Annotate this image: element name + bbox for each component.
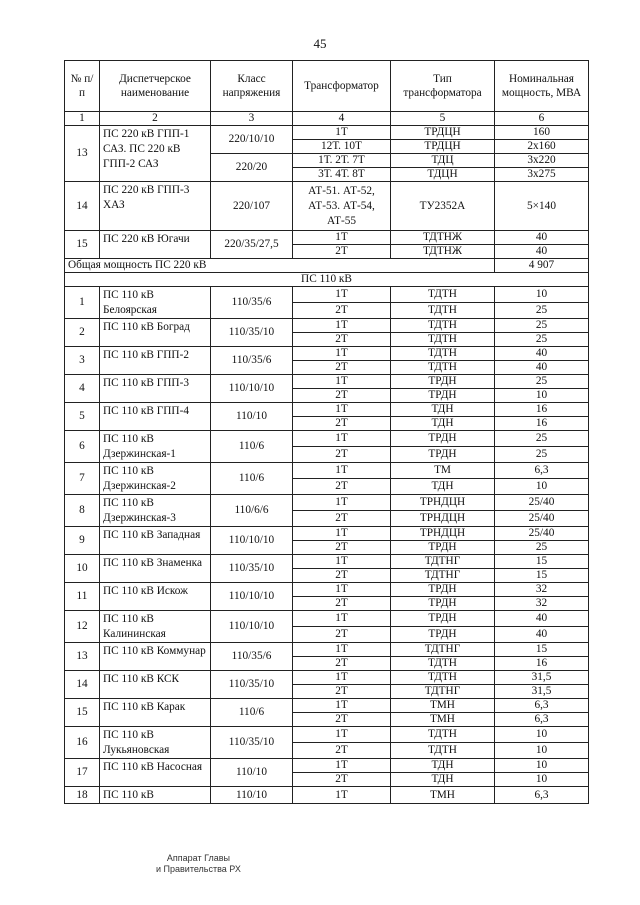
rated-power: 15	[495, 555, 589, 569]
table-row	[65, 555, 589, 569]
rated-power: 40	[495, 347, 589, 361]
voltage-class: 220/35/27,5	[211, 231, 293, 259]
transformer-id: 2Т	[293, 303, 391, 319]
voltage-class: 110/35/6	[211, 287, 293, 319]
row-number: 14	[65, 182, 100, 231]
transformer-type: ТДТН	[391, 727, 495, 743]
substation-name: ПС 110 кВ Искож	[100, 583, 211, 611]
column-number: 3	[211, 112, 293, 126]
transformer-type: ТРДН	[391, 583, 495, 597]
transformer-type: ТДТН	[391, 303, 495, 319]
rated-power: 10	[495, 287, 589, 303]
row-number: 14	[65, 671, 100, 699]
rated-power: 6,3	[495, 787, 589, 804]
rated-power: 10	[495, 759, 589, 773]
substation-name: ПС 110 кВ Западная	[100, 527, 211, 555]
rated-power: 6,3	[495, 699, 589, 713]
header-transformer: Трансформатор	[293, 61, 391, 112]
header-voltage-class: Класс напряжения	[211, 61, 293, 112]
voltage-class: 110/35/10	[211, 727, 293, 759]
transformer-id: 1Т	[293, 347, 391, 361]
row-number: 1	[65, 287, 100, 319]
transformer-id: 1Т	[293, 527, 391, 541]
row-number: 12	[65, 611, 100, 643]
transformer-id: 1Т	[293, 759, 391, 773]
rated-power: 10	[495, 773, 589, 787]
column-number: 4	[293, 112, 391, 126]
transformer-id: 1Т. 2Т. 7Т	[293, 154, 391, 168]
rated-power: 10	[495, 389, 589, 403]
total-label: Общая мощность ПС 220 кВ	[65, 259, 495, 273]
rated-power: 31,5	[495, 671, 589, 685]
table-row	[65, 699, 589, 713]
row-number: 6	[65, 431, 100, 463]
rated-power: 40	[495, 361, 589, 375]
transformer-type: ТДТНЖ	[391, 245, 495, 259]
transformer-id: 1Т	[293, 375, 391, 389]
rated-power: 6,3	[495, 463, 589, 479]
table-row	[65, 347, 589, 361]
transformer-id: 2Т	[293, 541, 391, 555]
footer-line: и Правительства РХ	[156, 864, 241, 874]
rated-power: 25	[495, 431, 589, 447]
transformer-type: ТРНДЦН	[391, 495, 495, 511]
transformer-type: ТДН	[391, 479, 495, 495]
transformer-type: ТДТНГ	[391, 685, 495, 699]
transformer-type: ТДН	[391, 417, 495, 431]
transformer-id: 1Т	[293, 287, 391, 303]
transformer-id: 1Т	[293, 671, 391, 685]
voltage-class: 110/35/10	[211, 319, 293, 347]
row-number: 11	[65, 583, 100, 611]
transformer-id: 2Т	[293, 627, 391, 643]
total-row	[65, 259, 589, 273]
voltage-class: 110/10	[211, 759, 293, 787]
column-number: 2	[100, 112, 211, 126]
transformer-type: ТДТН	[391, 287, 495, 303]
rated-power: 10	[495, 743, 589, 759]
transformer-id: 1Т	[293, 643, 391, 657]
transformer-id: 1Т	[293, 495, 391, 511]
transformer-id: 2Т	[293, 389, 391, 403]
rated-power: 160	[495, 126, 589, 140]
transformer-type: ТРДН	[391, 447, 495, 463]
rated-power: 25	[495, 375, 589, 389]
row-number: 8	[65, 495, 100, 527]
voltage-class: 110/6	[211, 699, 293, 727]
table-row	[65, 375, 589, 389]
table-row	[65, 319, 589, 333]
header-dispatch-name: Диспетчерское наименование	[100, 61, 211, 112]
substation-name: ПС 110 кВ	[100, 787, 211, 804]
voltage-class: 110/10/10	[211, 527, 293, 555]
transformer-type: ТДТН	[391, 333, 495, 347]
transformer-id: 2Т	[293, 361, 391, 375]
transformer-type: ТРДН	[391, 431, 495, 447]
transformer-id: 3Т. 4Т. 8Т	[293, 168, 391, 182]
substation-name: ПС 110 кВ Знаменка	[100, 555, 211, 583]
rated-power: 25	[495, 333, 589, 347]
transformer-type: ТДТН	[391, 361, 495, 375]
transformer-type: ТРНДЦН	[391, 527, 495, 541]
transformer-type: ТДЦ	[391, 154, 495, 168]
transformer-type: ТУ2352А	[391, 182, 495, 231]
transformer-type: ТМН	[391, 699, 495, 713]
transformer-type: ТДТН	[391, 743, 495, 759]
transformer-id: 2Т	[293, 511, 391, 527]
transformer-id: 2Т	[293, 685, 391, 699]
transformer-id: 1Т	[293, 787, 391, 804]
substation-name: ПС 110 кВ КСК	[100, 671, 211, 699]
transformer-type: ТДТН	[391, 319, 495, 333]
transformer-type: ТМ	[391, 463, 495, 479]
page-number: 45	[313, 36, 327, 51]
voltage-class: 110/10	[211, 403, 293, 431]
rated-power: 16	[495, 657, 589, 671]
table-row	[65, 287, 589, 303]
section-title: ПС 110 кВ	[65, 273, 589, 287]
transformer-type: ТДТНГ	[391, 569, 495, 583]
voltage-class: 110/6/6	[211, 495, 293, 527]
rated-power: 15	[495, 569, 589, 583]
row-number: 13	[65, 126, 100, 182]
section-title-row	[65, 273, 589, 287]
transformer-id: 1Т	[293, 126, 391, 140]
row-number: 5	[65, 403, 100, 431]
substation-name: ПС 110 кВ Лукьяновская	[100, 727, 211, 759]
transformer-id: 1Т	[293, 611, 391, 627]
transformer-type: ТРДЦН	[391, 140, 495, 154]
table-row	[65, 495, 589, 511]
voltage-class: 220/107	[211, 182, 293, 231]
row-number: 2	[65, 319, 100, 347]
substation-name: ПС 220 кВ ГПП-3 ХАЗ	[100, 182, 211, 231]
transformer-type: ТРДЦН	[391, 126, 495, 140]
column-number: 5	[391, 112, 495, 126]
rated-power: 10	[495, 479, 589, 495]
table-row	[65, 403, 589, 417]
transformer-type: ТДН	[391, 759, 495, 773]
transformer-id: 2Т	[293, 569, 391, 583]
transformer-id: 2Т	[293, 333, 391, 347]
substation-name: ПС 110 кВ Карак	[100, 699, 211, 727]
substation-name: ПС 110 кВ Насосная	[100, 759, 211, 787]
transformer-type: ТДТН	[391, 347, 495, 361]
voltage-class: 220/20	[211, 154, 293, 182]
rated-power: 10	[495, 727, 589, 743]
transformer-id: 1Т	[293, 699, 391, 713]
substation-name: ПС 110 кВ Калининская	[100, 611, 211, 643]
substation-transformer-table	[64, 60, 589, 804]
header-number: № п/п	[65, 61, 100, 112]
transformer-type: ТРДН	[391, 541, 495, 555]
row-number: 15	[65, 231, 100, 259]
rated-power: 25/40	[495, 495, 589, 511]
transformer-id: 2Т	[293, 713, 391, 727]
transformer-type: ТРДН	[391, 375, 495, 389]
transformer-id: 2Т	[293, 245, 391, 259]
transformer-type: ТДЦН	[391, 168, 495, 182]
voltage-class: 110/10/10	[211, 583, 293, 611]
table-row	[65, 231, 589, 245]
table-row	[65, 126, 589, 140]
transformer-id: 1Т	[293, 727, 391, 743]
transformer-id: 2Т	[293, 597, 391, 611]
rated-power: 2x160	[495, 140, 589, 154]
rated-power: 3x275	[495, 168, 589, 182]
row-number: 15	[65, 699, 100, 727]
transformer-id: 1Т	[293, 403, 391, 417]
rated-power: 5×140	[495, 182, 589, 231]
footer-stamp	[156, 853, 241, 875]
rated-power: 25	[495, 303, 589, 319]
voltage-class: 110/6	[211, 431, 293, 463]
row-number: 3	[65, 347, 100, 375]
transformer-id: 1Т	[293, 231, 391, 245]
voltage-class: 220/10/10	[211, 126, 293, 154]
transformer-id: 2Т	[293, 657, 391, 671]
voltage-class: 110/10/10	[211, 375, 293, 403]
transformer-type: ТДТН	[391, 657, 495, 671]
transformer-id: 2Т	[293, 447, 391, 463]
table-row	[65, 643, 589, 657]
transformer-type: ТРДН	[391, 627, 495, 643]
voltage-class: 110/10/10	[211, 611, 293, 643]
total-value: 4 907	[495, 259, 589, 273]
substation-name: ПС 110 кВ Белоярская	[100, 287, 211, 319]
substation-name: ПС 110 кВ ГПП-2	[100, 347, 211, 375]
transformer-type: ТДТНГ	[391, 643, 495, 657]
table-row	[65, 759, 589, 773]
table-row	[65, 727, 589, 743]
table-row	[65, 463, 589, 479]
rated-power: 15	[495, 643, 589, 657]
substation-name: ПС 220 кВ ГПП-1 САЗ. ПС 220 кВ ГПП-2 САЗ	[100, 126, 211, 182]
header-rated-power: Номинальная мощность, МВА	[495, 61, 589, 112]
transformer-id: 1Т	[293, 431, 391, 447]
rated-power: 16	[495, 417, 589, 431]
row-number: 13	[65, 643, 100, 671]
table-row	[65, 787, 589, 804]
rated-power: 25	[495, 447, 589, 463]
substation-name: ПС 110 кВ ГПП-3	[100, 375, 211, 403]
row-number: 9	[65, 527, 100, 555]
substation-name: ПС 110 кВ Боград	[100, 319, 211, 347]
table-row	[65, 671, 589, 685]
rated-power: 40	[495, 627, 589, 643]
transformer-id: 2Т	[293, 417, 391, 431]
voltage-class: 110/35/6	[211, 643, 293, 671]
row-number: 7	[65, 463, 100, 495]
header-transformer-type: Тип трансформатора	[391, 61, 495, 112]
rated-power: 25	[495, 541, 589, 555]
transformer-type: ТДТН	[391, 671, 495, 685]
substation-name: ПС 110 кВ Дзержинская-3	[100, 495, 211, 527]
transformer-type: ТМН	[391, 787, 495, 804]
substation-name: ПС 110 кВ Коммунар	[100, 643, 211, 671]
substation-name: ПС 110 кВ Дзержинская-2	[100, 463, 211, 495]
transformer-id: 1Т	[293, 319, 391, 333]
transformer-type: ТРДН	[391, 597, 495, 611]
column-number: 1	[65, 112, 100, 126]
rated-power: 25	[495, 319, 589, 333]
transformer-id: 2Т	[293, 743, 391, 759]
substation-name: ПС 110 кВ ГПП-4	[100, 403, 211, 431]
rated-power: 32	[495, 597, 589, 611]
transformer-type: ТРДН	[391, 611, 495, 627]
transformer-type: ТДН	[391, 403, 495, 417]
rated-power: 16	[495, 403, 589, 417]
transformer-id: 2Т	[293, 773, 391, 787]
rated-power: 40	[495, 245, 589, 259]
rated-power: 40	[495, 611, 589, 627]
rated-power: 6,3	[495, 713, 589, 727]
transformer-id: 1Т	[293, 555, 391, 569]
transformer-id: 1Т	[293, 463, 391, 479]
footer-line: Аппарат Главы	[166, 853, 230, 863]
voltage-class: 110/35/10	[211, 555, 293, 583]
voltage-class: 110/35/10	[211, 671, 293, 699]
rated-power: 31,5	[495, 685, 589, 699]
row-number: 10	[65, 555, 100, 583]
transformer-type: ТРНДЦН	[391, 511, 495, 527]
table-row	[65, 182, 589, 231]
transformer-type: ТРДН	[391, 389, 495, 403]
transformer-type: ТДТНЖ	[391, 231, 495, 245]
rated-power: 25/40	[495, 511, 589, 527]
column-number-row	[65, 112, 589, 126]
table-header-row	[65, 61, 589, 112]
transformer-id: 12Т. 10Т	[293, 140, 391, 154]
row-number: 4	[65, 375, 100, 403]
transformer-type: ТДН	[391, 773, 495, 787]
rated-power: 40	[495, 231, 589, 245]
voltage-class: 110/35/6	[211, 347, 293, 375]
transformer-type: ТМН	[391, 713, 495, 727]
row-number: 16	[65, 727, 100, 759]
table-row	[65, 583, 589, 597]
row-number: 18	[65, 787, 100, 804]
voltage-class: 110/6	[211, 463, 293, 495]
column-number: 6	[495, 112, 589, 126]
table-row	[65, 611, 589, 627]
rated-power: 32	[495, 583, 589, 597]
transformer-id: АТ-51. АТ-52, АТ-53. АТ-54, АТ-55	[293, 182, 391, 231]
row-number: 17	[65, 759, 100, 787]
rated-power: 3x220	[495, 154, 589, 168]
transformer-id: 1Т	[293, 583, 391, 597]
substation-name: ПС 110 кВ Дзержинская-1	[100, 431, 211, 463]
transformer-type: ТДТНГ	[391, 555, 495, 569]
substation-name: ПС 220 кВ Югачи	[100, 231, 211, 259]
rated-power: 25/40	[495, 527, 589, 541]
table-row	[65, 431, 589, 447]
transformer-id: 2Т	[293, 479, 391, 495]
voltage-class: 110/10	[211, 787, 293, 804]
table-row	[65, 527, 589, 541]
